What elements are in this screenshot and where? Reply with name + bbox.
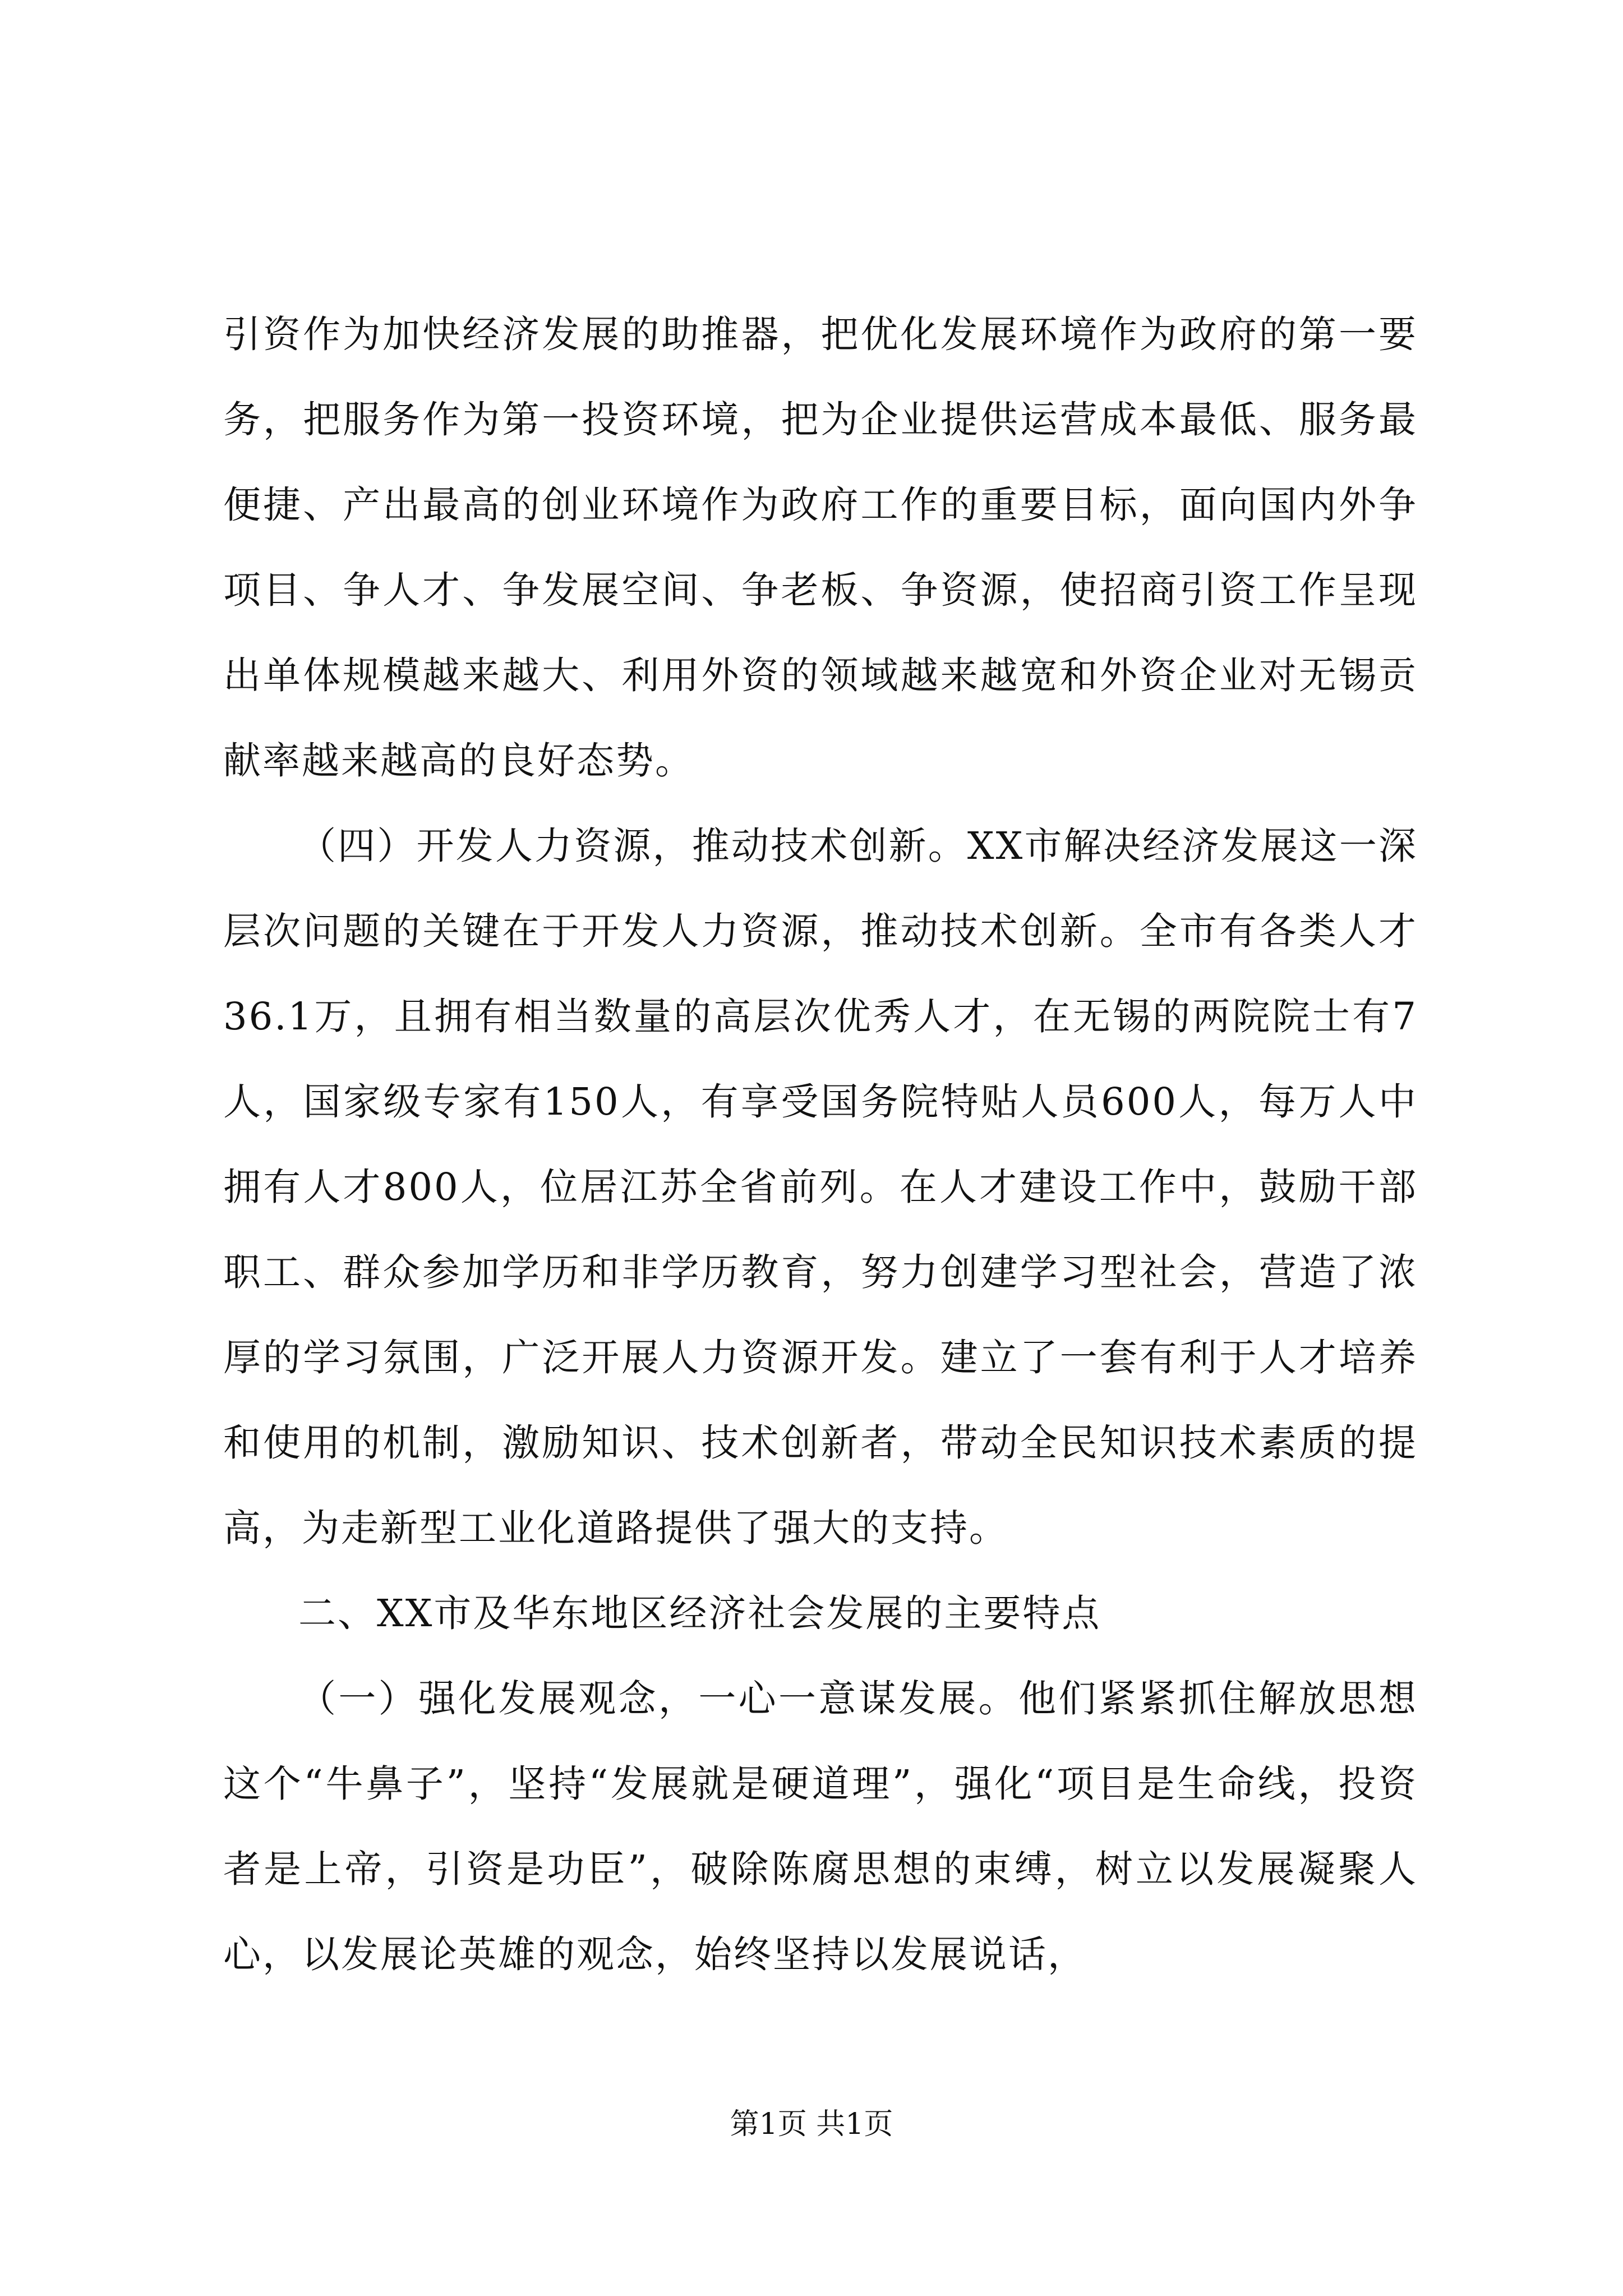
paragraph-subsection-1: （一）强化发展观念，一心一意谋发展。他们紧紧抓住解放思想这个“牛鼻子”，坚持“发展就是硬道理”，强化“项目是生命线，投资者是上帝，引资是功臣”，破除陈腐思想的束缚，树立以发展凝聚人心，以发展论英雄的观念，始终坚持以发展说话，: [223, 1677, 1418, 1976]
section-heading-2: 二、XX市及华东地区经济社会发展的主要特点: [298, 1591, 1101, 1635]
page-footer: 第1页 共1页: [730, 2108, 893, 2141]
document-body: [223, 292, 1418, 1997]
paragraph-continuation: 引资作为加快经济发展的助推器，把优化发展环境作为政府的第一要务，把服务作为第一投资环境，把为企业提供运营成本最低、服务最便捷、产出最高的创业环境作为政府工作的重要目标，面向国内外争项目、争人才、争发展空间、争老板、争资源，使招商引资工作呈现出单体规模越来越大、利用外资的领域越来越宽和外资企业对无锡贡献率越来越高的良好态势。: [223, 312, 1418, 783]
paragraph-section-4: （四）开发人力资源，推动技术创新。XX市解决经济发展这一深层次问题的关键在于开发人力资源，推动技术创新。全市有各类人才36.1万，且拥有相当数量的高层次优秀人才，在无锡的两院院士有7人，国家级专家有150人，有享受国务院特贴人员600人，每万人中拥有人才800人，位居江苏全省前列。在人才建设工作中，鼓励干部职工、群众参加学历和非学历教育，努力创建学习型社会，营造了浓厚的学习氛围，广泛开展人力资源开发。建立了一套有利于人才培养和使用的机制，激励知识、技术创新者，带动全民知识技术素质的提高，为走新型工业化道路提供了强大的支持。: [223, 824, 1418, 1550]
